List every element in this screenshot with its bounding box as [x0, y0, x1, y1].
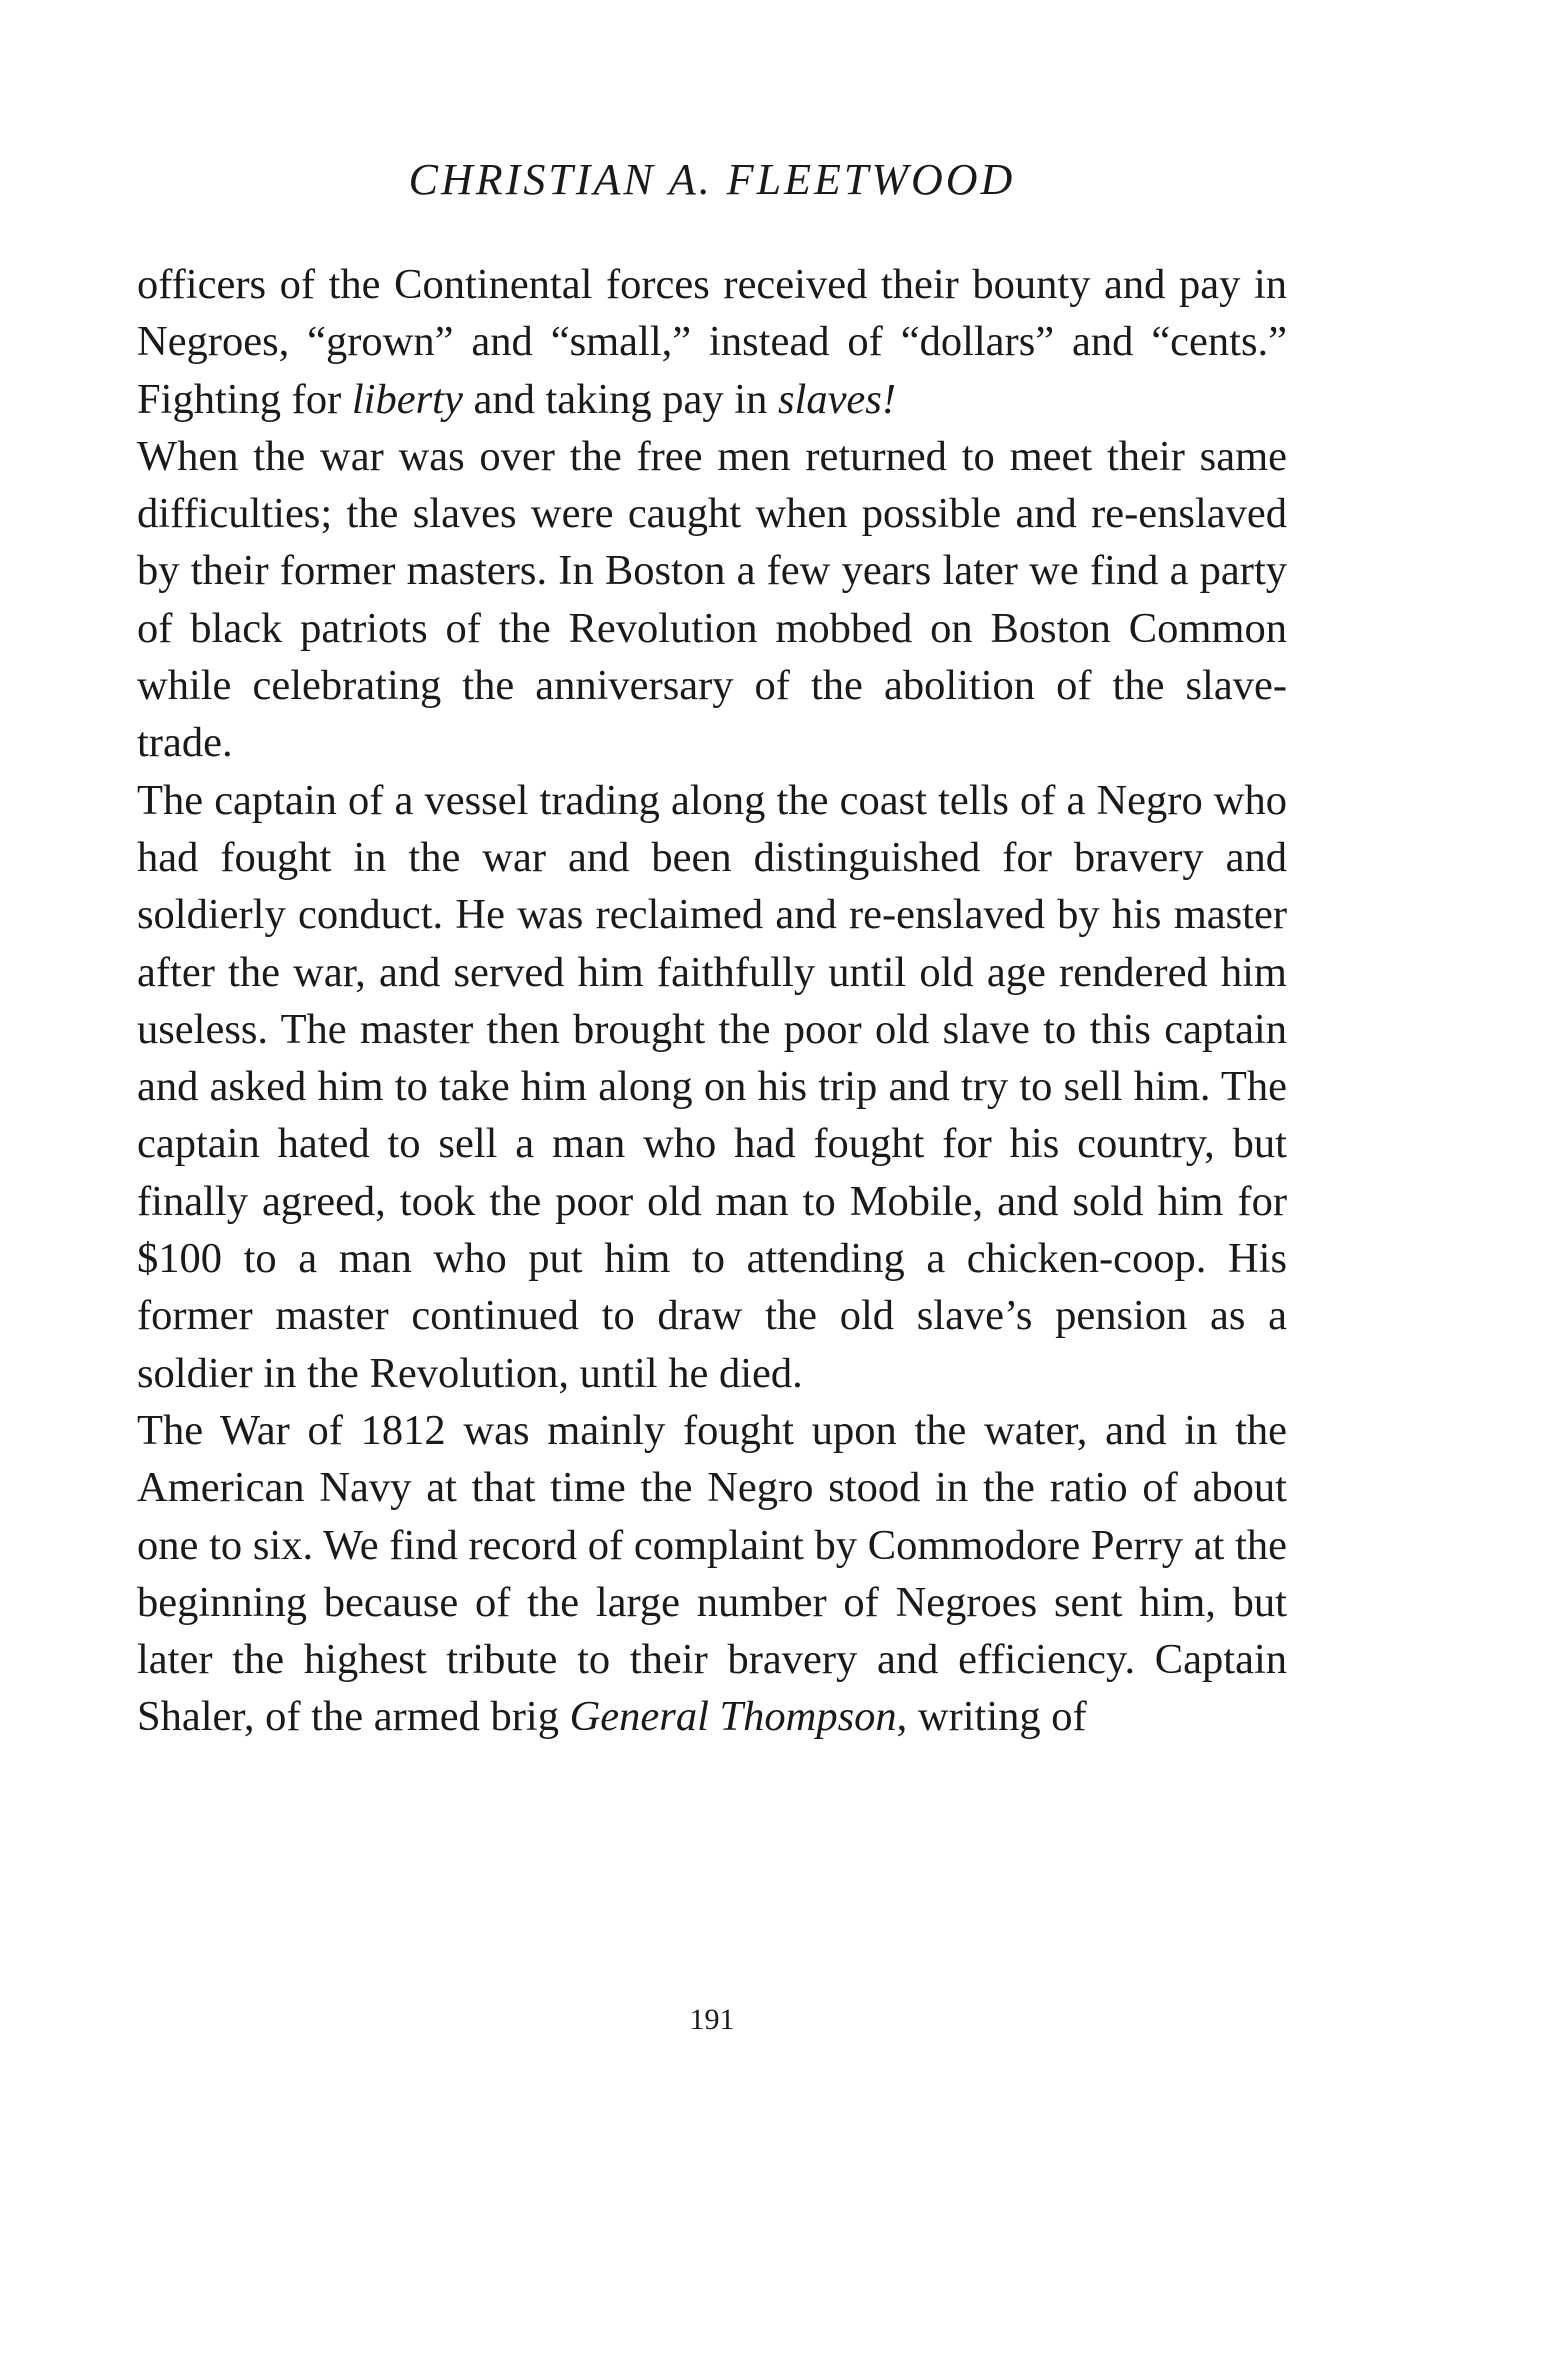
text-span: The War of 1812 was mainly fought upon the water, and in the American Navy at that time the Negro stood in the ratio of about one to six. We find record of complaint by Commodore Perry at the beginning because of the large number of Negroes sent him, but later the highest tribute to their bravery and efficiency. Captain Shaler, of the armed brig	[137, 1406, 1287, 1741]
running-head: CHRISTIAN A. FLEETWOOD	[408, 155, 1016, 204]
paragraph	[137, 1402, 1287, 1746]
page-number: 191	[689, 2003, 735, 2036]
text-span: officers of the Continental forces received their bounty and pay in Negroes, “grown” and “small,” instead of “dollars” and “cents.” Fighting for	[137, 261, 1287, 423]
paragraph	[137, 256, 1287, 428]
text-span: The captain of a vessel trading along the coast tells of a Negro who had fought in the war and been distinguished for bravery and soldierly conduct. He was reclaimed and re-enslaved by his master after the war, and served him faithfully until old age rendered him useless. The master then brought the poor old slave to this captain and asked him to take him along on his trip and try to sell him. The captain hated to sell a man who had fought for his country, but finally agreed, took the poor old man to Mobile, and sold him for $100 to a man who put him to attending a chicken-coop. His former master continued to draw the old slave’s pension as a soldier in the Revolution, until he died.	[137, 776, 1287, 1397]
paragraph	[137, 428, 1287, 772]
italic-text-span: slaves!	[777, 375, 896, 423]
paragraph	[137, 772, 1287, 1402]
italic-text-span: liberty	[351, 375, 463, 423]
text-span: and taking pay in	[462, 375, 778, 423]
text-span: , writing of	[896, 1693, 1087, 1741]
body-text	[137, 256, 1287, 1746]
italic-text-span: General Thompson	[569, 1693, 897, 1741]
text-span: When the war was over the free men returned to meet their same difficulties; the slaves were caught when possible and re-enslaved by their former masters. In Boston a few years later we find a party of black patriots of the Revolution mobbed on Boston Common while celebrating the anniversary of the abolition of the slave-trade.	[137, 432, 1287, 767]
